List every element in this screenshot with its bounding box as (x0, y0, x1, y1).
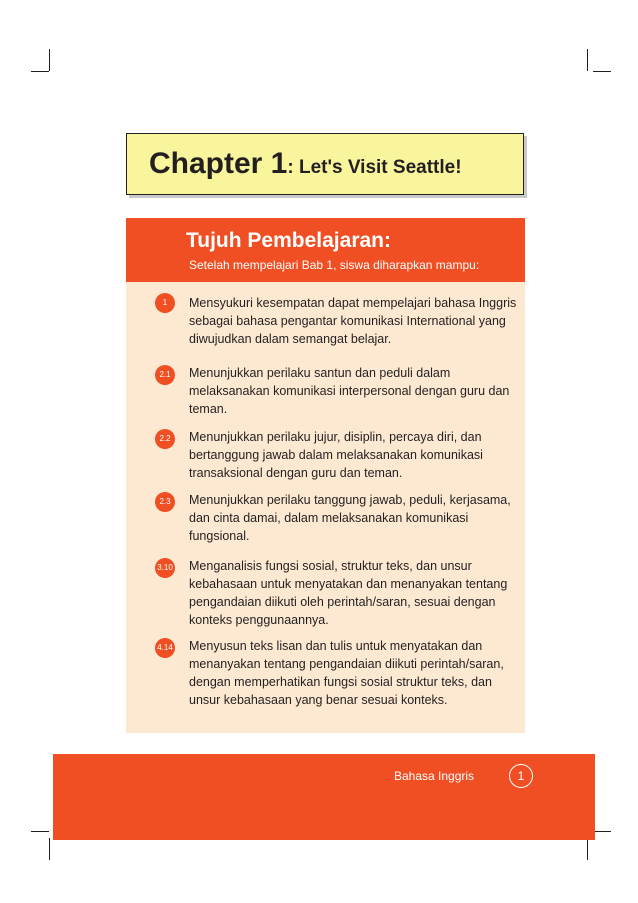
objective-number-badge: 2.1 (155, 365, 175, 385)
objective-number-badge: 2.2 (155, 429, 175, 449)
objective-text: Menunjukkan perilaku tanggung jawab, peduli, kerjasama, dan cinta damai, dalam melaksanakan komunikasi fungsional. (189, 493, 511, 543)
objectives-header (126, 218, 525, 282)
crop-mark (593, 831, 611, 832)
objective-number-badge: 3.10 (155, 558, 175, 578)
objective-number-badge: 2.3 (155, 492, 175, 512)
chapter-title (149, 147, 462, 181)
footer-book-title: Bahasa Inggris (394, 769, 475, 783)
crop-mark (49, 49, 50, 71)
learning-objectives-panel (126, 218, 525, 733)
crop-mark (31, 71, 49, 72)
crop-mark (587, 838, 588, 860)
crop-mark (49, 838, 50, 860)
objectives-intro: Setelah mempelajari Bab 1, siswa diharapkan mampu: (189, 258, 480, 272)
objective-number-badge: 1 (155, 293, 175, 313)
page-footer (53, 754, 595, 840)
objective-number-badge: 4.14 (155, 638, 175, 658)
objective-text: Menunjukkan perilaku santun dan peduli dalam melaksanakan komunikasi interpersonal dengan guru dan teman. (189, 366, 510, 416)
objective-text: Menyusun teks lisan dan tulis untuk menyatakan dan menanyakan tentang pengandaian diikuti perintah/saran, dengan memperhatikan fungsi sosial struktur teks, dan unsur kebahasaan yang benar sesuai konteks. (189, 639, 504, 707)
crop-mark (587, 49, 588, 71)
chapter-title-box (126, 133, 524, 195)
objective-text: Mensyukuri kesempatan dapat mempelajari bahasa Inggris sebagai bahasa pengantar komunikasi International yang diwujudkan dalam semangat belajar. (189, 296, 517, 346)
crop-mark (593, 71, 611, 72)
page-number-badge: 1 (509, 764, 533, 788)
chapter-label: Chapter 1 (149, 147, 288, 180)
chapter-subtitle: : Let's Visit Seattle! (287, 157, 462, 178)
crop-mark (31, 831, 49, 832)
objectives-heading: Tujuh Pembelajaran: (186, 229, 391, 252)
objective-text: Menganalisis fungsi sosial, struktur teks, dan unsur kebahasaan untuk menyatakan dan menanyakan tentang pengandaian diikuti oleh perintah/saran, sesuai dengan konteks penggunaannya. (189, 559, 508, 627)
objective-text: Menunjukkan perilaku jujur, disiplin, percaya diri, dan bertanggung jawab dalam melaksanakan komunikasi transaksional dengan guru dan teman. (189, 430, 483, 480)
